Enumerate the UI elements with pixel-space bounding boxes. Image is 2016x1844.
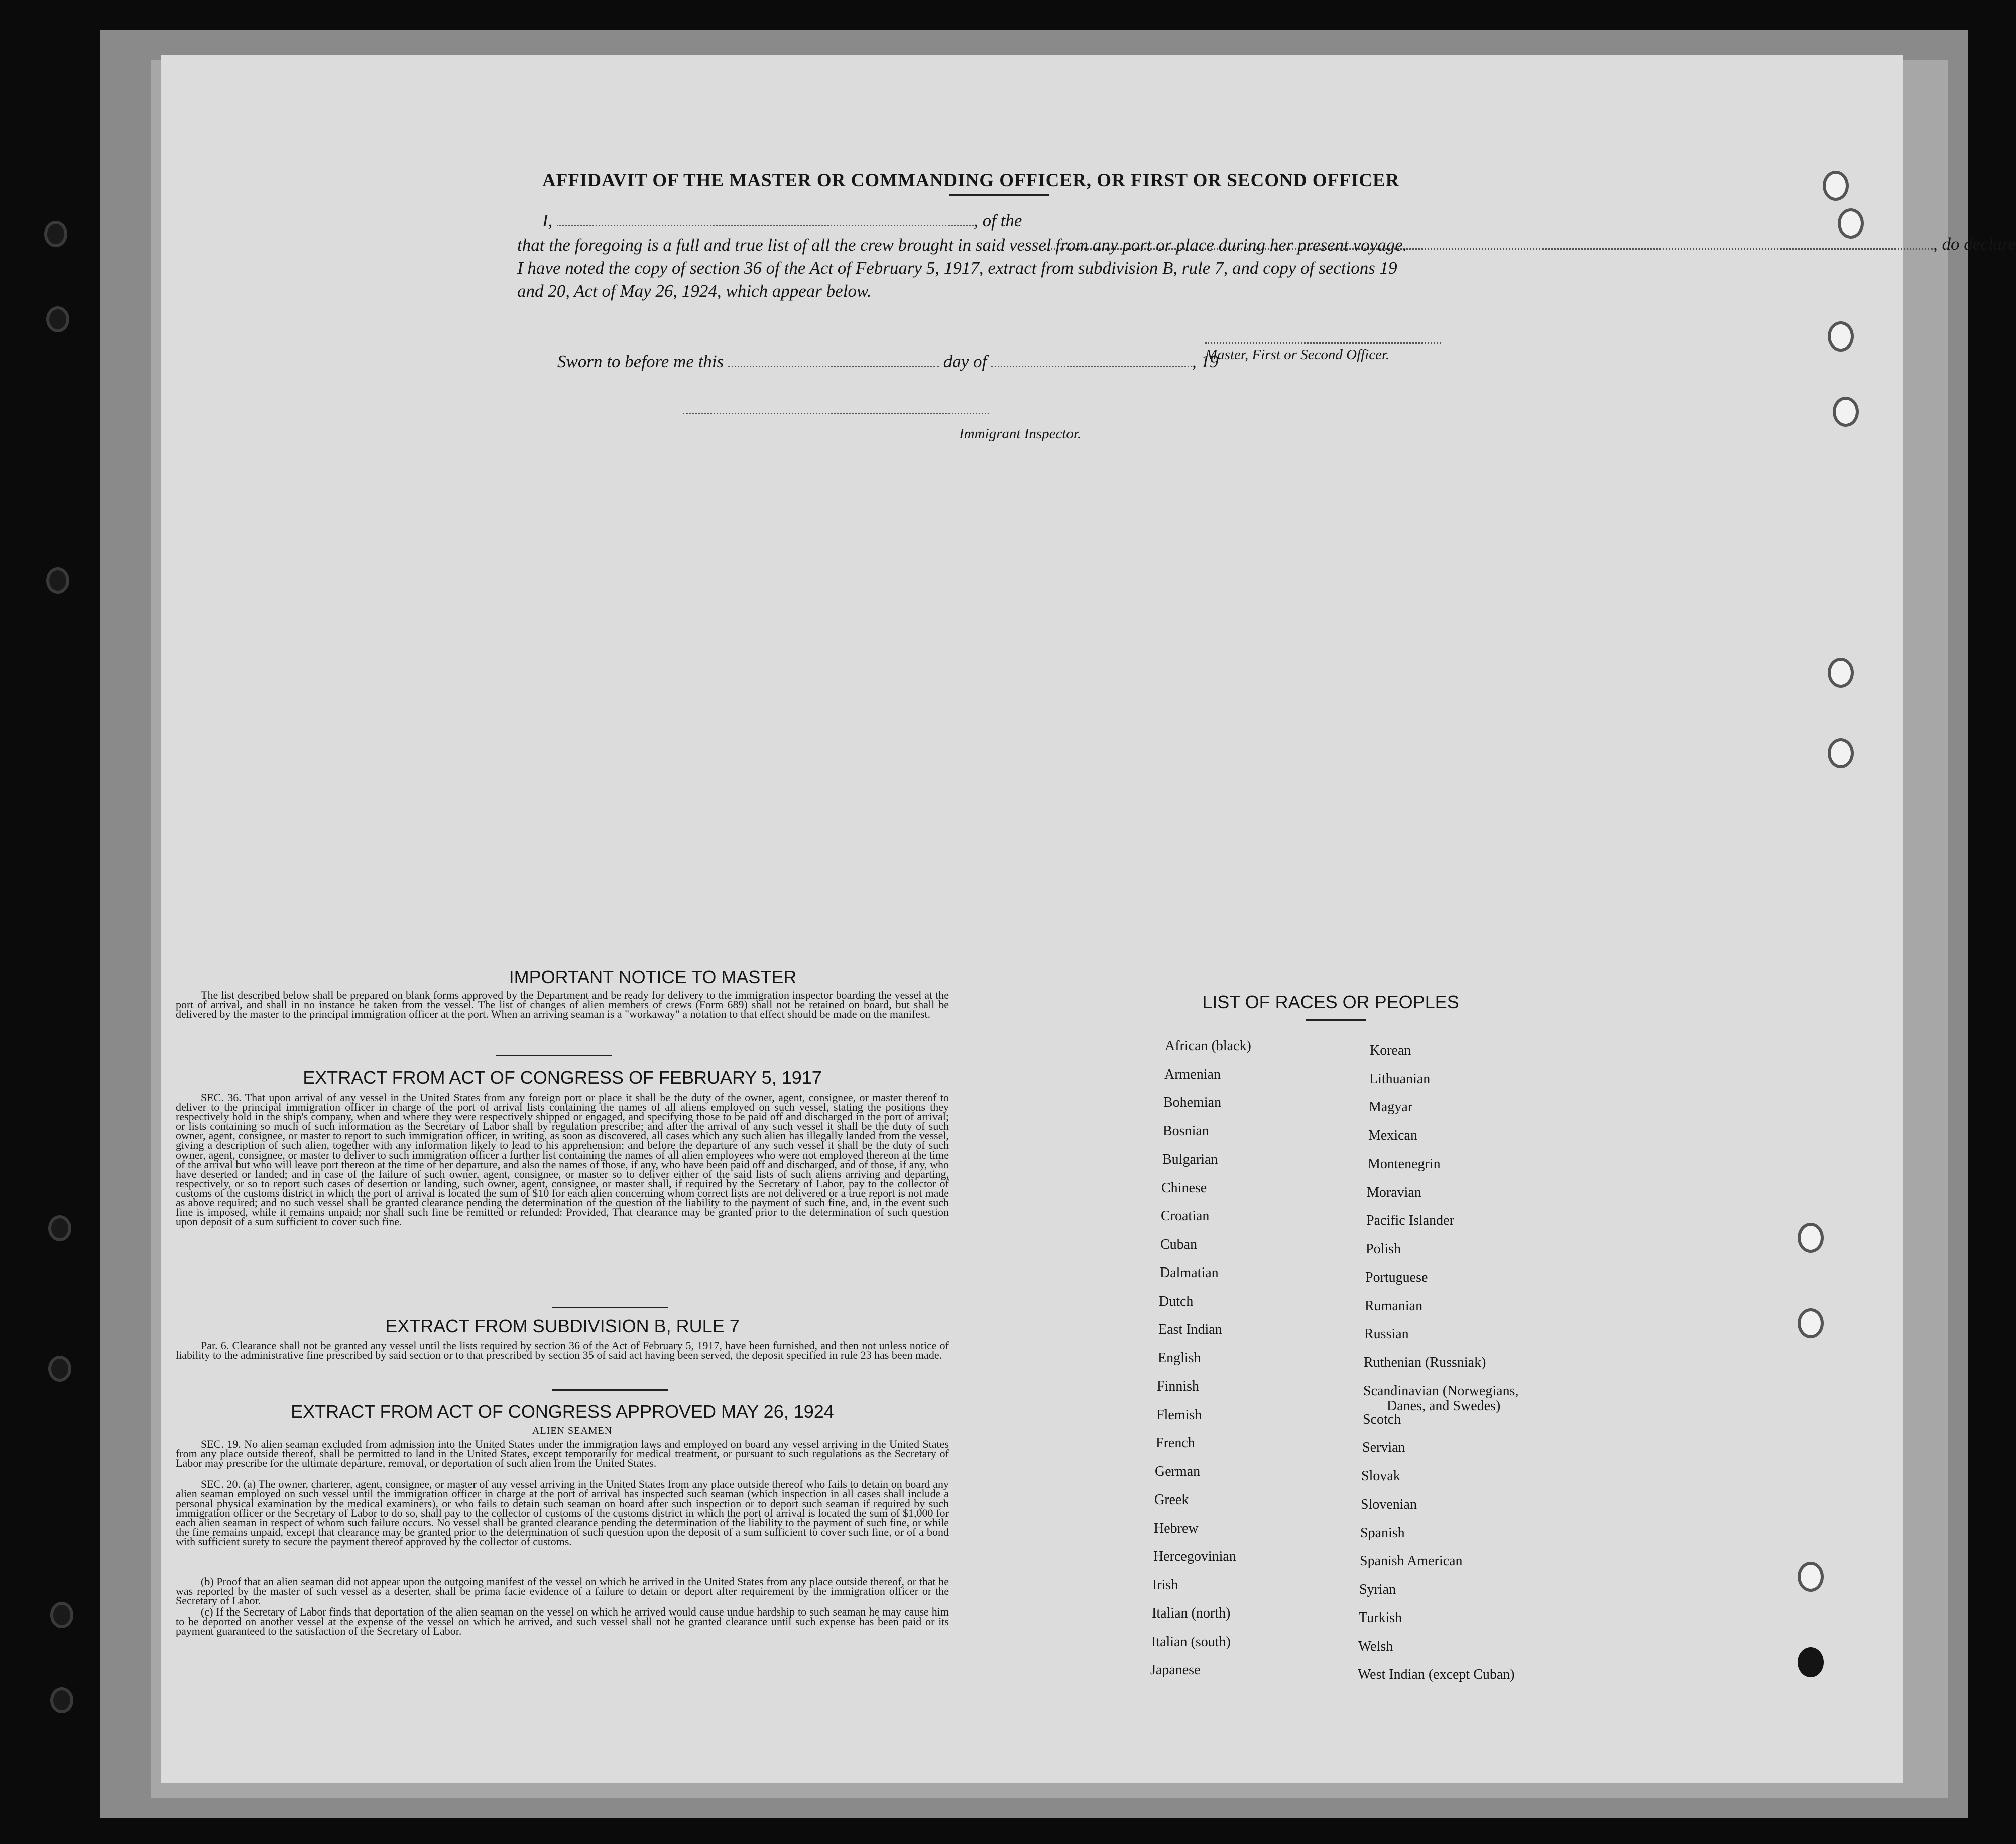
race-item: Chinese [1161, 1180, 1207, 1196]
binder-hole-icon [46, 306, 69, 332]
master-signature-field[interactable] [1205, 342, 1441, 344]
punch-hole-icon [1798, 1647, 1824, 1677]
race-item: Russian [1364, 1326, 1409, 1342]
race-item: Servian [1362, 1440, 1405, 1455]
title-rule [949, 194, 1049, 196]
binder-hole-icon [48, 1356, 71, 1382]
punch-hole-icon [1828, 738, 1854, 768]
race-item: Hebrew [1154, 1521, 1199, 1536]
race-item: West Indian (except Cuban) [1358, 1667, 1515, 1682]
race-item: Italian (north) [1152, 1605, 1231, 1621]
race-item: Slovak [1361, 1468, 1400, 1484]
race-item: Dutch [1159, 1294, 1194, 1309]
race-item: Korean [1370, 1043, 1411, 1058]
sworn-line [557, 352, 1218, 372]
race-item: Croatian [1161, 1208, 1210, 1224]
binder-hole-icon [48, 1215, 71, 1241]
sec20b-body: (b) Proof that an alien seaman did not appear upon the outgoing manifest of the vessel on which he arrived in the United States from any place outside thereof, or that he was reported by the master of such vessel as a deserter, shall be prima facie evidence of a failure to detain or deport after requirement by the immigration officer or the Secretary of Labor. [176, 1575, 949, 1607]
race-item: Polish [1366, 1241, 1401, 1257]
race-item: Scotch [1363, 1412, 1401, 1427]
inspector-signature-label: Immigrant Inspector. [959, 426, 1082, 442]
race-item: Irish [1152, 1577, 1178, 1593]
extract-1917-body: SEC. 36. That upon arrival of any vessel in the United States from any foreign port or place it shall be the duty of the owner, agent, consignee, or master thereof to deliver to the principal immigration officer in charge of the port of arrival lists containing the names of all aliens employed on such vessel, stating the positions they respectively hold in the ship's company, when and where they were respectively shipped or engaged, and specifying those to be paid off and discharged in the port of arrival; or lists containing so much of such information as the Secretary of Labor shall by regulation prescribe; and after the arrival of any such vessel it shall be the duty of such owner, agent, consignee, or master to report to such immigration officer, in writing, as soon as discovered, all cases which any such alien has illegally landed from the vessel, giving a description of such alien, together with any information likely to lead to his apprehension; and before the departure of any such vessel it shall be the duty of such owner, agent, consignee, or master to deliver to such immigration officer a further list containing the names of all alien employees who were not employed thereon at the time of the arrival but who will leave port thereon at the time of her departure, and also the names of those, if any, who have been paid off and discharged, and of those, if any, who have deserted or landed; and in case of the failure of such owner, agent, consignee, or master so to deliver either of the said lists of such aliens arriving and departing, respectively, or so to report such cases of desertion or landing, such owner, agent, consignee, or master shall, if required by the Secretary of Labor, pay to the collector of customs of the customs district in which the port of arrival is located the sum of $10 for each alien concerning whom correct lists are not delivered or a true report is not made as above required; and no such vessel shall be granted clearance pending the determination of the question of the liability to the payment of such fine, and, in the event such fine is imposed, while it remains unpaid; nor shall such fine be remitted or refunded: Provided, That clearance may be granted prior to the determination of such question upon deposit of a sum sufficient to cover such fine. [176, 1091, 949, 1228]
punch-hole-icon [1828, 658, 1854, 688]
of-the-label: , of the [974, 211, 1022, 230]
race-item: Scandinavian (Norwegians, [1363, 1383, 1519, 1399]
race-item: Japanese [1150, 1662, 1201, 1678]
sec20c-body: (c) If the Secretary of Labor finds that deportation of the alien seaman on the vessel on which he arrived would cause undue hardship to such seaman he may cause him to be deported on another vessel at the expense of the vessel on which he arrived, and such vessel shall not be granted clearance until such expense has been paid or its payment guaranteed to the satisfaction of the Secretary of Labor. [176, 1605, 949, 1637]
extract-1917-heading: EXTRACT FROM ACT OF CONGRESS OF FEBRUARY 5, 1917 [303, 1067, 822, 1088]
sworn-day-field[interactable] [728, 352, 939, 367]
rule7-heading: EXTRACT FROM SUBDIVISION B, RULE 7 [385, 1316, 740, 1336]
rule7-body: Par. 6. Clearance shall not be granted any vessel until the lists required by section 36 of the Act of February 5, 1917, have been furnished, and then not unless notice of liability to the administrative fine prescribed by said section or to that prescribed by section 35 of said act having been served, the deposit specified in rule 23 has been made. [176, 1339, 949, 1361]
race-item: Magyar [1369, 1099, 1413, 1115]
sec19-body: SEC. 19. No alien seaman excluded from admission into the United States under the immigration laws and employed on board any vessel arriving in the United States from any place outside thereof, shall be permitted to land in the United States, except temporarily for medical treatment, or pursuant to such regulations as the Secretary of Labor may prescribe for the ultimate departure, removal, or deportation of such alien from the United States. [176, 1438, 949, 1469]
race-item: Armenian [1164, 1067, 1221, 1082]
inspector-signature-field[interactable] [683, 413, 989, 414]
race-item: Turkish [1359, 1610, 1402, 1626]
binder-hole-icon [50, 1602, 73, 1628]
race-item: German [1155, 1464, 1201, 1479]
punch-hole-icon [1828, 321, 1854, 352]
race-item: East Indian [1158, 1322, 1222, 1337]
year-label: , 19 [1192, 352, 1219, 371]
affiant-prefix: I, [542, 211, 553, 230]
affidavit-page [161, 55, 2016, 1783]
race-item: Bulgarian [1162, 1151, 1218, 1167]
punch-hole-icon [1798, 1308, 1824, 1338]
race-item: Mexican [1368, 1128, 1417, 1143]
race-item: Pacific Islander [1366, 1213, 1454, 1228]
sworn-prefix: Sworn to before me this [557, 352, 724, 371]
race-item: Bosnian [1163, 1123, 1209, 1139]
race-item: Bohemian [1163, 1095, 1222, 1110]
punch-hole-icon [1798, 1562, 1824, 1592]
races-heading: LIST OF RACES OR PEOPLES [1202, 992, 1459, 1012]
race-item: Flemish [1156, 1407, 1202, 1423]
race-item: Finnish [1157, 1378, 1200, 1394]
notice-heading: IMPORTANT NOTICE TO MASTER [509, 967, 797, 987]
race-item: Syrian [1359, 1582, 1396, 1597]
race-item: Welsh [1358, 1639, 1393, 1654]
foregoing-statement: that the foregoing is a full and true list of all the crew brought in said vessel from any port or place during her present voyage. [517, 235, 1407, 255]
race-item: Dalmatian [1160, 1265, 1219, 1281]
race-item: Moravian [1367, 1185, 1421, 1200]
affiant-name-field[interactable] [557, 211, 974, 226]
do-declare-label: , do declare [1933, 234, 2016, 254]
race-item: Ruthenian (Russniak) [1364, 1355, 1486, 1370]
noted-sections-statement: I have noted the copy of section 36 of the Act of February 5, 1917, extract from subdivision B, rule 7, and copy of sections 19 [517, 258, 1397, 278]
race-item: African (black) [1165, 1038, 1251, 1054]
alien-seamen-subheading: ALIEN SEAMEN [532, 1425, 613, 1436]
affidavit-title: AFFIDAVIT OF THE MASTER OR COMMANDING OFFICER, OR FIRST OR SECOND OFFICER [542, 170, 1400, 191]
race-item: Rumanian [1365, 1298, 1423, 1314]
punch-hole-icon [1823, 171, 1849, 201]
race-item: Italian (south) [1151, 1634, 1231, 1650]
act-reference-statement: and 20, Act of May 26, 1924, which appear below. [517, 281, 872, 301]
race-item: Hercegovinian [1153, 1549, 1236, 1564]
races-rule [1306, 1019, 1366, 1021]
binder-hole-icon [46, 567, 69, 594]
race-item: French [1156, 1435, 1195, 1451]
race-item: Lithuanian [1369, 1071, 1431, 1087]
race-item: English [1158, 1350, 1201, 1366]
race-item: Greek [1154, 1492, 1189, 1508]
race-item: Cuban [1160, 1237, 1198, 1252]
punch-hole-icon [1798, 1223, 1824, 1253]
sec20a-body: SEC. 20. (a) The owner, charterer, agent, consignee, or master of any vessel arriving in the United States from any place outside thereof who fails to detain on board any alien seaman employed on such vessel until the immigration officer in charge at the port of arrival has inspected such seaman (which inspection in all cases shall include a personal physical examination by the medical examiners), or who fails to detain such seaman on board after such inspection or to deport such seaman if required by such immigration officer or the Secretary of Labor to do so, shall pay to the collector of customs of the customs district in which the port of arrival is located the sum of $1,000 for each alien seaman in respect of whom such failure occurs. No vessel shall be granted clearance pending the determination of the liability to the payment of such fine, or while the fine remains unpaid, except that clearance may be granted prior to the determination of such question upon the deposit of a sum sufficient to cover such fine, or of a bond with sufficient surety to secure the payment thereof approved by the collector of customs. [176, 1478, 949, 1548]
punch-hole-icon [1833, 397, 1859, 427]
race-item: Montenegrin [1368, 1156, 1441, 1172]
divider-rule [552, 1307, 668, 1308]
race-item: Slovenian [1361, 1496, 1417, 1512]
day-of-label: day of [943, 352, 987, 371]
race-item: Portuguese [1365, 1270, 1428, 1285]
divider-rule [552, 1389, 668, 1391]
divider-rule [496, 1055, 612, 1056]
extract-1924-heading: EXTRACT FROM ACT OF CONGRESS APPROVED MAY 26, 1924 [291, 1401, 834, 1422]
sworn-month-field[interactable] [991, 352, 1192, 367]
binder-hole-icon [44, 221, 67, 247]
race-item: Spanish [1360, 1525, 1405, 1541]
master-signature-label: Master, First or Second Officer. [1205, 347, 1390, 363]
affidavit-line-1 [542, 211, 1022, 231]
race-item: Danes, and Swedes) [1387, 1398, 1501, 1414]
race-item: Spanish American [1360, 1553, 1463, 1569]
notice-body: The list described below shall be prepared on blank forms approved by the Department and be ready for delivery to the immigration inspector boarding the vessel at the port of arrival, and shall in no instance be taken from the vessel. The list of changes of alien members of crews (Form 689) shall not be retained on board, but shall be delivered by the master to the principal immigration officer at the port. When an arriving seaman is a "workaway" a notation to that effect should be made on the manifest. [176, 989, 949, 1020]
binder-hole-icon [50, 1687, 73, 1713]
